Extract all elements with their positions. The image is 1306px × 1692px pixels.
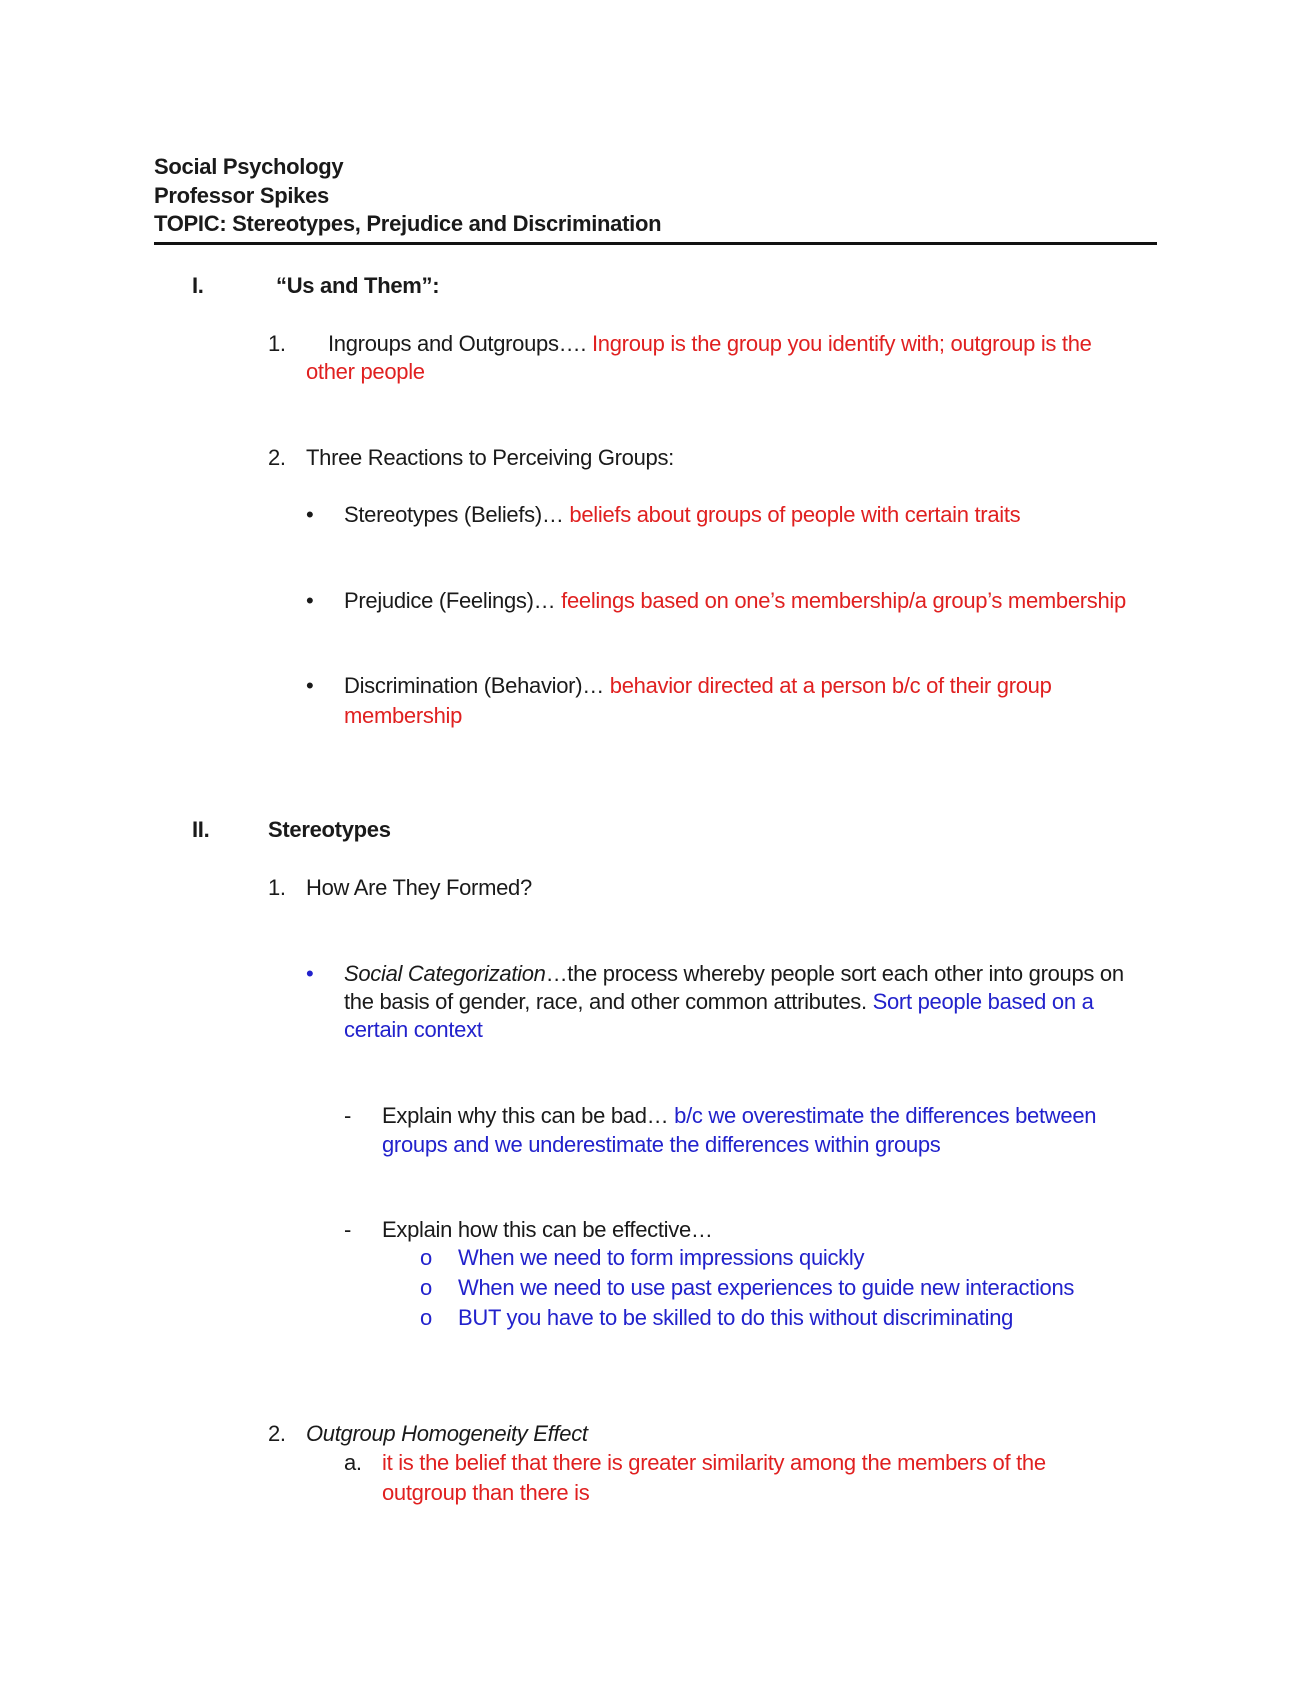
bullet-icon: • [306, 502, 314, 527]
bullet-icon: • [306, 673, 314, 698]
bullet-stereotypes-answer: beliefs about groups of people with certain traits [569, 502, 1021, 527]
outgroup-homogeneity-label: Outgroup Homogeneity Effect [306, 1421, 588, 1446]
item-2-number: 2. [268, 445, 286, 470]
bullet-icon: • [306, 588, 314, 613]
dash-bad-answer-cont: groups and we underestimate the differences within groups [382, 1132, 941, 1157]
sub-item-letter: a. [344, 1450, 362, 1475]
item-1-answer-cont: other people [306, 359, 425, 384]
section-1-numeral: I. [192, 273, 204, 298]
section-2-item-2-number: 2. [268, 1421, 286, 1446]
bullet-stereotypes [344, 501, 1020, 529]
bullet-stereotypes-label: Stereotypes (Beliefs)… [344, 502, 564, 527]
effective-subitem: BUT you have to be skilled to do this without discriminating [458, 1305, 1014, 1330]
outgroup-homogeneity-answer-cont: outgroup than there is [382, 1480, 590, 1505]
social-categorization-def-cont: the basis of gender, race, and other common attributes. [344, 989, 867, 1014]
dash-bad-answer: b/c we overestimate the differences between [674, 1103, 1097, 1128]
item-1-answer: Ingroup is the group you identify with; outgroup is the [592, 331, 1092, 356]
social-categorization-line [344, 960, 1124, 988]
bullet-prejudice-answer: feelings based on one’s membership/a group’s membership [561, 588, 1126, 613]
bullet-prejudice [344, 587, 1126, 615]
item-1-number: 1. [268, 331, 286, 356]
dash-effective-label: Explain how this can be effective… [382, 1217, 713, 1242]
social-categorization-answer-cont: certain context [344, 1017, 483, 1042]
dash-bad-line [382, 1102, 1096, 1130]
item-1-label: Ingroups and Outgroups…. [328, 331, 587, 356]
section-1-title: “Us and Them”: [276, 273, 440, 298]
bullet-discrimination-label: Discrimination (Behavior)… [344, 673, 604, 698]
circle-bullet-icon: o [420, 1305, 432, 1330]
social-categorization-line-2 [344, 988, 1094, 1016]
outgroup-homogeneity-answer: it is the belief that there is greater similarity among the members of the [382, 1450, 1046, 1475]
professor-name: Professor Spikes [154, 183, 329, 208]
bullet-icon: • [306, 961, 314, 986]
effective-subitem: When we need to use past experiences to guide new interactions [458, 1275, 1075, 1300]
section-2-item-1-label: How Are They Formed? [306, 875, 532, 900]
section-2-numeral: II. [192, 817, 210, 842]
dash-icon: - [344, 1217, 352, 1242]
bullet-discrimination [344, 672, 1052, 700]
item-2-label: Three Reactions to Perceiving Groups: [306, 445, 674, 470]
bullet-prejudice-label: Prejudice (Feelings)… [344, 588, 556, 613]
course-title: Social Psychology [154, 154, 344, 179]
dash-icon: - [344, 1103, 352, 1128]
section-2-item-1-number: 1. [268, 875, 286, 900]
dash-bad-label: Explain why this can be bad… [382, 1103, 669, 1128]
social-categorization-term: Social Categorization [344, 961, 546, 986]
social-categorization-answer: Sort people based on a [872, 989, 1094, 1014]
circle-bullet-icon: o [420, 1245, 432, 1270]
section-2-title: Stereotypes [268, 817, 391, 842]
bullet-discrimination-answer-cont: membership [344, 703, 463, 728]
topic-line: TOPIC: Stereotypes, Prejudice and Discrimination [154, 211, 662, 236]
item-1-line [328, 330, 1092, 358]
bullet-discrimination-answer: behavior directed at a person b/c of their group [609, 673, 1052, 698]
social-categorization-def: …the process whereby people sort each other into groups on [545, 961, 1124, 986]
header-rule [154, 242, 1157, 245]
effective-subitem: When we need to form impressions quickly [458, 1245, 865, 1270]
circle-bullet-icon: o [420, 1275, 432, 1300]
